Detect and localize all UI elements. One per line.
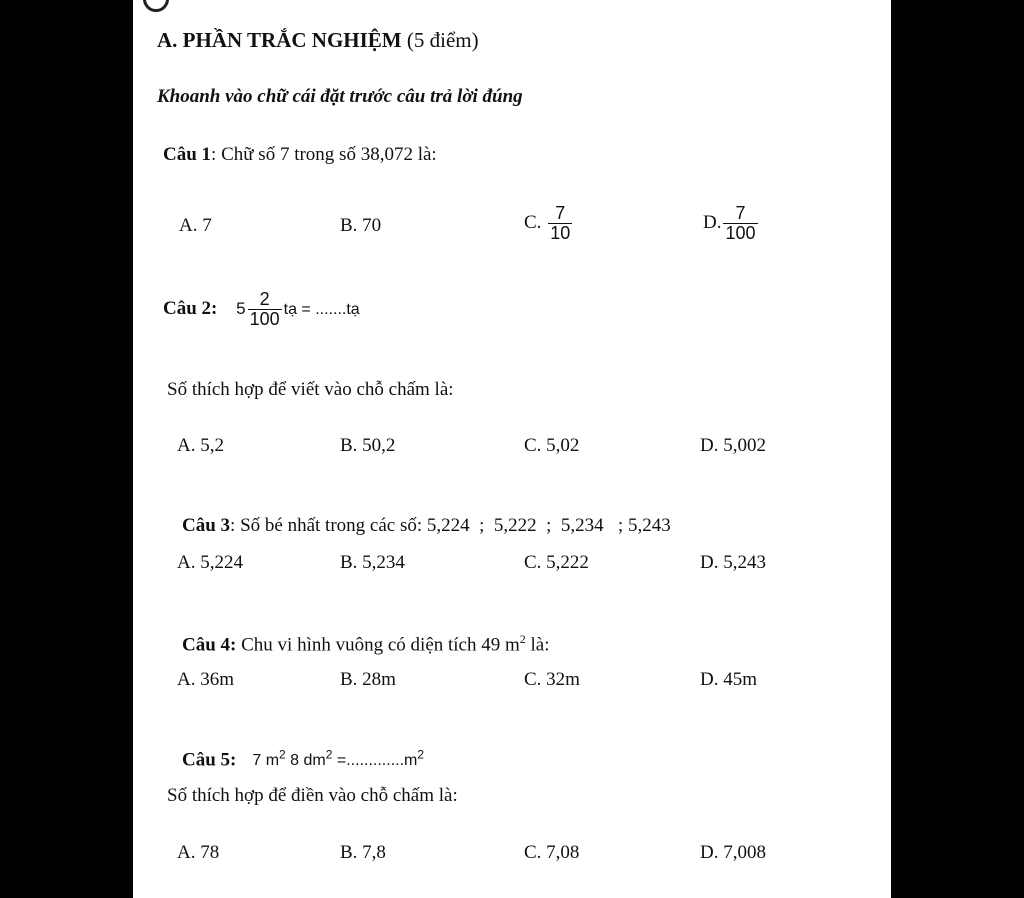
question-5: Câu 5: 7 $m^2$ 8 $dm^2 =.............m^2$ xyxy=(182,748,425,771)
q5-option-a[interactable]: A. 78 xyxy=(177,842,220,863)
question-3: Câu 3: Số bé nhất trong các số: 5,224 ; 5,222 ; 5,234 ; 5,243 xyxy=(182,515,671,536)
section-heading: A. PHẦN TRẮC NGHIỆM (5 điểm) xyxy=(157,28,479,52)
q5-option-c[interactable]: C. 7,08 xyxy=(524,842,580,863)
instruction: Khoanh vào chữ cái đặt trước câu trả lời đúng xyxy=(157,86,523,107)
fraction: $\frac{2}{100}$ xyxy=(249,289,280,329)
q1-option-d[interactable]: D. $\frac{7}{100}$ xyxy=(703,203,756,243)
q3-option-d[interactable]: D. 5,243 xyxy=(700,552,766,573)
fraction: $\frac{7}{100}$ xyxy=(725,203,756,243)
q1-option-c[interactable]: C. $\frac{7}{10}$ xyxy=(524,203,571,243)
q4-option-c[interactable]: C. 32m xyxy=(524,669,580,690)
q2-option-d[interactable]: D. 5,002 xyxy=(700,435,766,456)
q3-option-b[interactable]: B. 5,234 xyxy=(340,552,405,573)
q4-option-a[interactable]: A. 36m xyxy=(177,669,234,690)
fraction: $\frac{7}{10}$ xyxy=(550,203,571,243)
q4-option-d[interactable]: D. 45m xyxy=(700,669,757,690)
question-1: Câu 1: Chữ số 7 trong số 38,072 là: xyxy=(163,144,437,165)
q4-option-b[interactable]: B. 28m xyxy=(340,669,396,690)
question-2: Câu 2: 5 $\frac{2}{100}$ tạ = .......tạ xyxy=(163,289,360,329)
q2-option-c[interactable]: C. 5,02 xyxy=(524,435,580,456)
q1-option-a[interactable]: A. 7 xyxy=(179,215,212,236)
q2-option-a[interactable]: A. 5,2 xyxy=(177,435,224,456)
q3-option-c[interactable]: C. 5,222 xyxy=(524,552,589,573)
q3-option-a[interactable]: A. 5,224 xyxy=(177,552,243,573)
q1-option-b[interactable]: B. 70 xyxy=(340,215,382,236)
q5-option-d[interactable]: D. 7,008 xyxy=(700,842,766,863)
question-5-subtext: Số thích hợp để điền vào chỗ chấm là: xyxy=(167,785,458,806)
question-2-subtext: Số thích hợp để viết vào chỗ chấm là: xyxy=(167,379,454,400)
worksheet-page xyxy=(133,0,891,898)
circle-mark-icon xyxy=(143,0,169,12)
question-4: Câu 4: Chu vi hình vuông có diện tích 49 $m^2$ là: xyxy=(182,632,550,656)
q5-option-b[interactable]: B. 7,8 xyxy=(340,842,386,863)
q2-option-b[interactable]: B. 50,2 xyxy=(340,435,396,456)
